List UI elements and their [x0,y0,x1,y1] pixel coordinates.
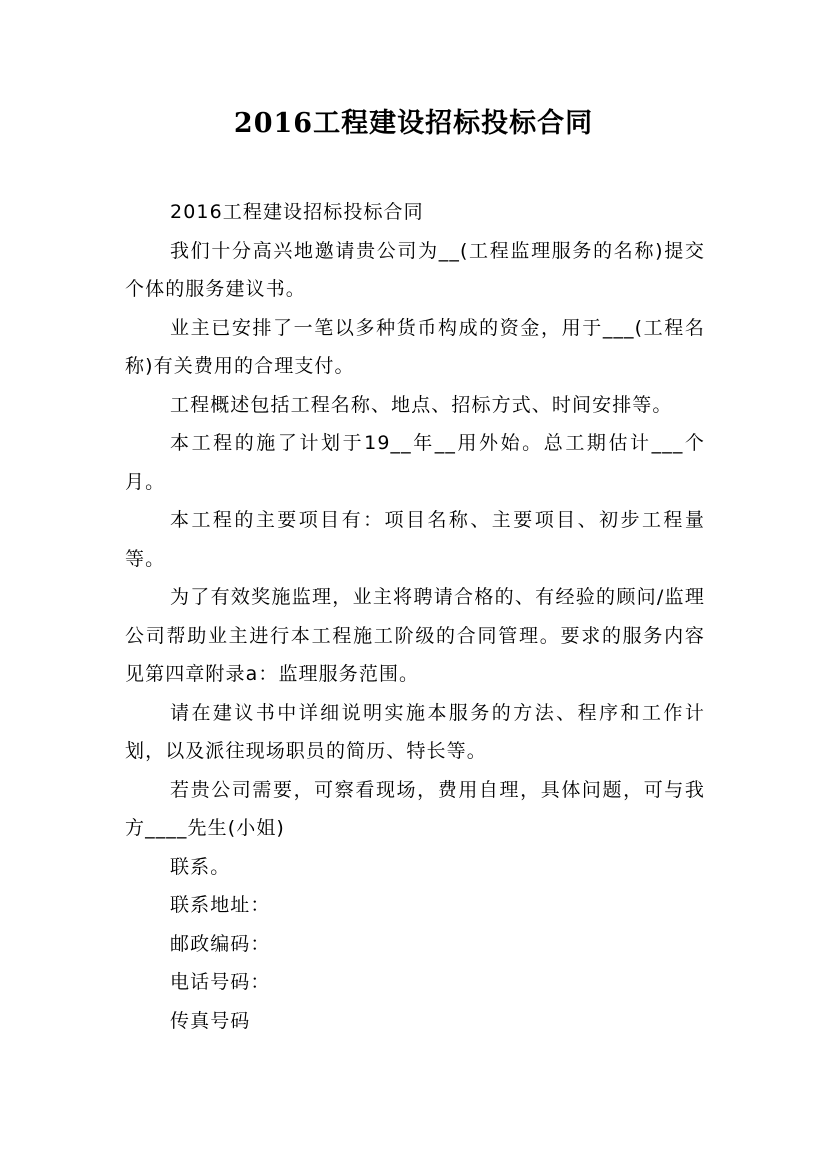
phone-number-label: 电话号码： [170,971,271,993]
paragraph-supervision: 为了有效奖施监理，业主将聘请合格的、有经验的顾问/监理公司帮助业主进行本工程施工阶级的合同管理。要求的服务内容见第四章附录a：监理服务范围。 [125,586,705,685]
paragraph-contact: 联系。 [170,855,231,878]
paragraph-schedule: 本工程的施了计划于19__年__用外始。总工期估计___个月。 [125,432,705,493]
paragraph-heading: 2016工程建设招标投标合同 [170,201,424,223]
postal-code-label: 邮政编码： [170,932,271,955]
document-body [125,193,705,1040]
paragraph-site-visit: 若贵公司需要，可察看现场，费用自理，具体问题，可与我方____先生(小姐) [125,778,705,839]
paragraph-main-items: 本工程的主要项目有：项目名称、主要项目、初步工程量等。 [125,509,705,570]
paragraph-overview: 工程概述包括工程名称、地点、招标方式、时间安排等。 [170,393,673,416]
document-title: 2016工程建设招标投标合同 [233,108,594,139]
paragraph-funding: 业主已安排了一笔以多种货币构成的资金，用于___(工程名称)有关费用的合理支付。 [125,316,705,377]
paragraph-invitation: 我们十分高兴地邀请贵公司为__(工程监理服务的名称)提交个体的服务建议书。 [125,239,705,300]
fax-number-label: 传真号码 [170,1009,251,1032]
paragraph-proposal-details: 请在建议书中详细说明实施本服务的方法、程序和工作计划，以及派往现场职员的简历、特长等。 [125,701,705,762]
contact-address-label: 联系地址： [170,894,271,916]
